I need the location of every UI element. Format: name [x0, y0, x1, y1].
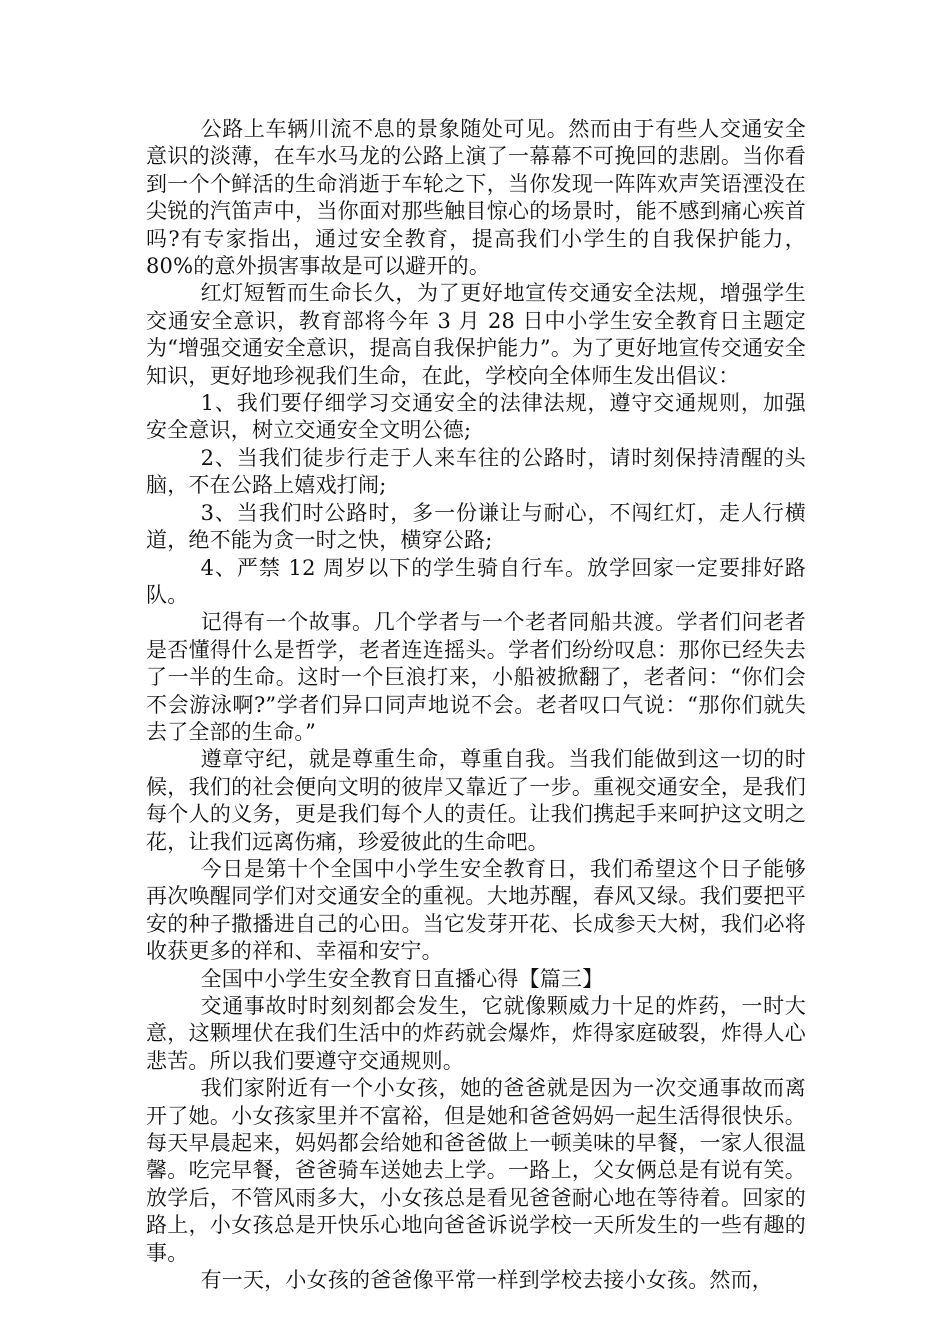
paragraph: 公路上车辆川流不息的景象随处可见。然而由于有些人交通安全意识的淡薄，在车水马龙的公路上演了一幕幕不可挽回的悲剧。当你看到一个个鲜活的生命消逝于车轮之下，当你发现一阵阵欢声笑语湮没在尖锐的汽笛声中，当你面对那些触目惊心的场景时，能不感到痛心疾首吗?有专家指出，通过安全教育，提高我们小学生的自我保护能力，80%的意外损害事故是可以避开的。 [146, 117, 806, 279]
paragraph: 我们家附近有一个小女孩，她的爸爸就是因为一次交通事故而离开了她。小女孩家里并不富裕，但是她和爸爸妈妈一起生活得很快乐。每天早晨起来，妈妈都会给她和爸爸做上一顿美味的早餐，一家人很温馨。吃完早餐，爸爸骑车送她去上学。一路上，父女俩总是有说有笑。放学后，不管风雨多大，小女孩总是看见爸爸耐心地在等待着。回家的路上，小女孩总是开快乐心地向爸爸诉说学校一天所发生的一些有趣的事。 [146, 1076, 806, 1265]
paragraph: 今日是第十个全国中小学生安全教育日，我们希望这个日子能够再次唤醒同学们对交通安全的重视。大地苏醒，春风又绿。我们要把平安的种子撒播进自己的心田。当它发芽开花、长成参天大树，我们必将收获更多的祥和、幸福和安宁。 [146, 856, 806, 964]
paragraph: 交通事故时时刻刻都会发生，它就像颗威力十足的炸药，一时大意，这颗埋伏在我们生活中的炸药就会爆炸，炸得家庭破裂，炸得人心悲苦。所以我们要遵守交通规则。 [146, 994, 806, 1073]
paragraph: 红灯短暂而生命长久，为了更好地宣传交通安全法规，增强学生交通安全意识，教育部将今年 3 月 28 日中小学生安全教育日主题定为“增强交通安全意识，提高自我保护能力”。为了更好地宣传交通安全知识，更好地珍视我们生命，在此，学校向全体师生发出倡议： [146, 281, 806, 388]
paragraph: 记得有一个故事。几个学者与一个老者同船共渡。学者们问老者是否懂得什么是哲学，老者连连摇头。学者们纷纷叹息：那你已经失去了一半的生命。这时一个巨浪打来，小船被掀翻了，老者问：“你们会不会游泳啊?”学者们异口同声地说不会。老者叹口气说：“那你们就失去了全部的生命。” [146, 610, 806, 744]
document-page [146, 116, 806, 1294]
paragraph: 有一天，小女孩的爸爸像平常一样到学校去接小女孩。然而， [200, 1268, 773, 1293]
section-heading: 全国中小学生安全教育日直播心得【篇三】 [200, 966, 604, 991]
list-item: 1、我们要仔细学习交通安全的法律法规，遵守交通规则，加强安全意识，树立交通安全文明公德; [146, 391, 806, 443]
list-item: 4、严禁 12 周岁以下的学生骑自行车。放学回家一定要排好路队。 [146, 555, 806, 607]
list-item: 2、当我们徒步行走于人来车往的公路时，请时刻保持清醒的头脑，不在公路上嬉戏打闹; [146, 445, 806, 498]
list-item: 3、当我们时公路时，多一份谦让与耐心，不闯红灯，走人行横道，绝不能为贪一时之快，横穿公路; [146, 500, 806, 553]
paragraph: 遵章守纪，就是尊重生命，尊重自我。当我们能做到这一切的时候，我们的社会便向文明的彼岸又靠近了一步。重视交通安全，是我们每个人的义务，更是我们每个人的责任。让我们携起手来呵护这文明之花，让我们远离伤痛，珍爱彼此的生命吧。 [146, 747, 806, 854]
